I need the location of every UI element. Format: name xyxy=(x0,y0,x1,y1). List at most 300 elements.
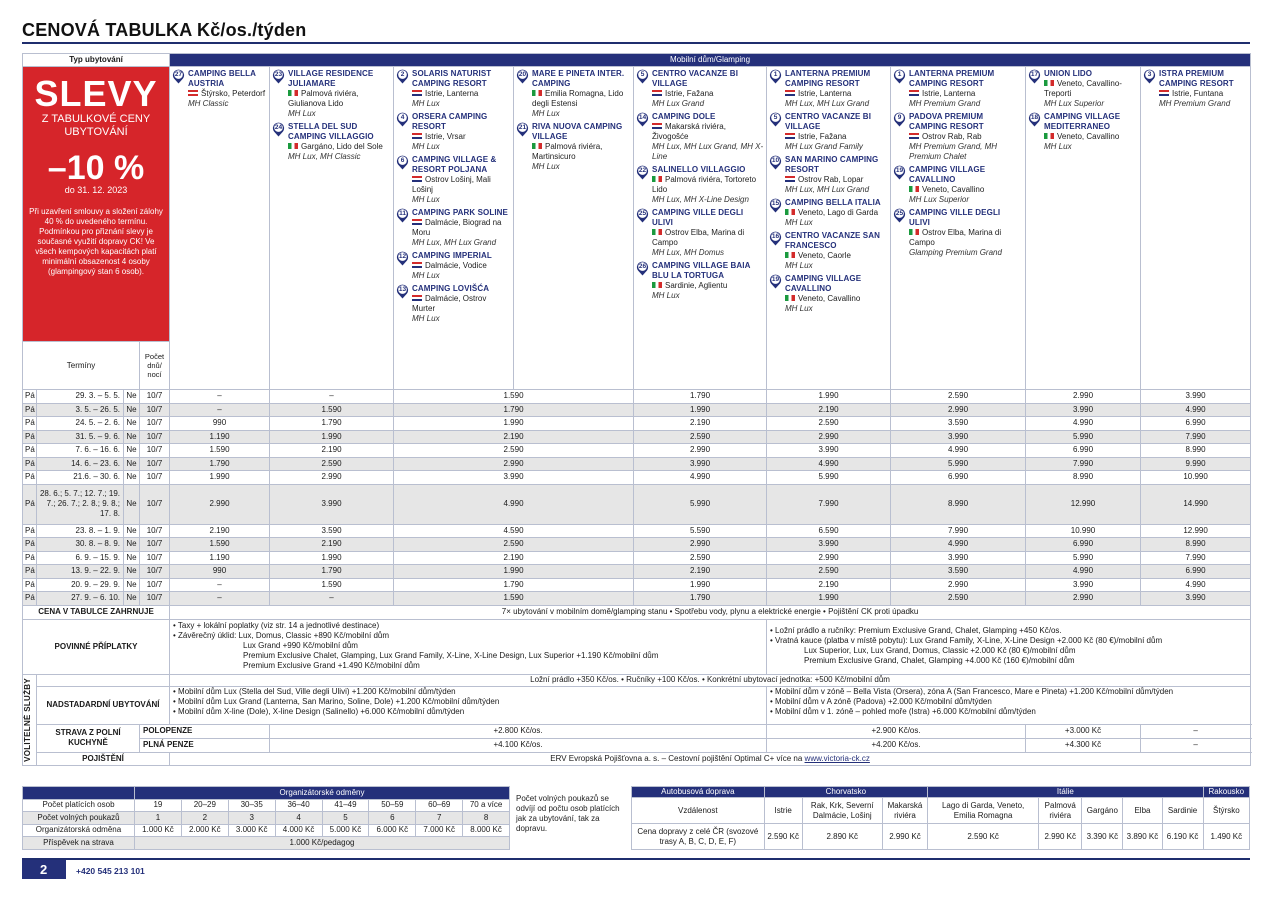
bus-title: Autobusová doprava xyxy=(632,787,765,798)
price-cell: 2.590 xyxy=(891,390,1026,404)
date-range: 27. 9. – 6. 10. xyxy=(37,592,124,606)
discount-title: SLEVY xyxy=(34,73,158,114)
camp-location xyxy=(412,261,492,271)
camp-number: 2 xyxy=(400,71,405,78)
camp-number: 19 xyxy=(771,276,780,283)
camp-location xyxy=(652,175,764,195)
camp-entry xyxy=(636,69,764,109)
camp-location-text: Istrie, Vrsar xyxy=(425,132,466,141)
price-cell: 1.990 xyxy=(767,592,891,606)
board-price-c: +3.000 Kč xyxy=(1026,724,1141,738)
discount-box xyxy=(23,67,170,342)
organizer-row-label: Počet platících osob xyxy=(23,799,135,812)
price-cell: 14.990 xyxy=(1141,484,1251,524)
price-cell: 4.990 xyxy=(634,471,767,485)
above-standard-item: • Mobilní dům v 1. zóně – pohled moře (Istra) +6.000 Kč/mobilní dům/týden xyxy=(770,706,1036,716)
camp-location-text: Veneto, Cavallino-Treporti xyxy=(1044,79,1122,98)
camp-location xyxy=(412,175,511,195)
nights: 10/7 xyxy=(140,417,170,431)
flag-icon xyxy=(785,295,795,301)
price-cell: 2.990 xyxy=(170,484,270,524)
organizer-value: 4.000 Kč xyxy=(275,824,322,837)
camp-location-text: Palmová riviéra, Tortoreto Lido xyxy=(652,175,757,194)
camp-units: MH Lux Superior xyxy=(1044,99,1105,108)
price-cell: 5.990 xyxy=(1026,551,1141,565)
date-range: 23. 8. – 1. 9. xyxy=(37,524,124,538)
organizer-value: 2.000 Kč xyxy=(181,824,228,837)
camp-info xyxy=(909,112,1023,162)
price-cell: 1.990 xyxy=(634,403,767,417)
camp-name: CAMPING VILLAGE CAVALLINO xyxy=(909,165,986,184)
board-type: PLNÁ PENZE xyxy=(140,738,270,752)
bus-price: 2.990 Kč xyxy=(882,824,927,850)
end-day: Ne xyxy=(124,471,140,485)
price-row xyxy=(23,524,1251,538)
organizer-value: 2 xyxy=(181,812,228,825)
camp-units: MH Lux xyxy=(412,314,440,323)
map-pin-icon xyxy=(769,69,782,84)
map-pin-icon xyxy=(636,112,649,127)
price-row xyxy=(23,592,1251,606)
start-day: Pá xyxy=(23,390,37,404)
camp-location xyxy=(785,208,881,218)
date-range: 20. 9. – 29. 9. xyxy=(37,578,124,592)
price-cell: 4.990 xyxy=(767,457,891,471)
organizer-row xyxy=(23,837,510,850)
organizer-value: 8.000 Kč xyxy=(463,824,510,837)
camp-units: MH Lux Grand Family xyxy=(785,142,863,151)
camp-entry xyxy=(636,112,764,162)
camp-column xyxy=(170,67,270,390)
camp-units: MH Lux xyxy=(412,195,440,204)
map-pin-icon xyxy=(272,122,285,137)
price-cell: 3.990 xyxy=(767,538,891,552)
price-cell: 4.990 xyxy=(891,444,1026,458)
camp-name: SAN MARINO CAMPING RESORT xyxy=(785,155,879,174)
camp-name: CAMPING IMPERIAL xyxy=(412,251,492,260)
camp-entry xyxy=(769,231,888,271)
camp-location-text: Veneto, Cavallino xyxy=(1057,132,1120,141)
start-day: Pá xyxy=(23,444,37,458)
camp-units: MH Lux xyxy=(288,109,316,118)
price-cell: – xyxy=(170,390,270,404)
camp-column xyxy=(891,67,1026,390)
organizer-row xyxy=(23,812,510,825)
map-pin-icon xyxy=(172,69,185,84)
flag-icon xyxy=(909,133,919,139)
price-cell: 4.990 xyxy=(1026,417,1141,431)
date-range: 30. 8. – 8. 9. xyxy=(37,538,124,552)
organizer-value: 36–40 xyxy=(275,799,322,812)
camp-number: 19 xyxy=(895,167,904,174)
camp-info xyxy=(412,155,511,205)
end-day: Ne xyxy=(124,444,140,458)
price-cell: 3.590 xyxy=(891,565,1026,579)
price-cell: 6.990 xyxy=(1141,417,1251,431)
camp-location xyxy=(1044,79,1138,99)
camp-entry xyxy=(396,208,511,248)
camp-location xyxy=(1159,89,1248,99)
price-row xyxy=(23,403,1251,417)
mandatory-left xyxy=(170,619,767,674)
linen-spacer xyxy=(37,674,170,686)
camp-location xyxy=(909,132,1023,142)
camp-location-text: Sardinie, Aglientu xyxy=(665,281,728,290)
flag-icon xyxy=(188,90,198,96)
bus-price: 2.990 Kč xyxy=(1039,824,1082,850)
price-cell: 8.990 xyxy=(1141,444,1251,458)
price-cell: 2.590 xyxy=(394,444,634,458)
mandatory-item: • Vratná kauce (platba v místě pobytu): Lux Grand Family, X-Line, X-Line Design +2.000 Kč (80 €)/mobilní dům xyxy=(770,635,1163,645)
camp-location xyxy=(652,122,764,142)
camp-entry xyxy=(893,112,1023,162)
includes-row xyxy=(23,605,1251,619)
map-pin-icon xyxy=(396,284,409,299)
start-day: Pá xyxy=(23,484,37,524)
price-cell: 3.990 xyxy=(634,457,767,471)
price-cell: 1.590 xyxy=(270,403,394,417)
price-cell: 2.990 xyxy=(891,578,1026,592)
camp-entry xyxy=(769,112,888,152)
end-day: Ne xyxy=(124,592,140,606)
camp-name: STELLA DEL SUD CAMPING VILLAGGIO xyxy=(288,122,374,141)
price-cell: 3.990 xyxy=(1026,403,1141,417)
camp-info xyxy=(785,231,888,271)
date-range: 14. 6. – 23. 6. xyxy=(37,457,124,471)
price-cell: 1.590 xyxy=(394,592,634,606)
camp-column xyxy=(514,67,634,390)
camp-entry xyxy=(272,122,391,162)
camp-location xyxy=(785,251,888,261)
map-pin-icon xyxy=(769,112,782,127)
price-cell: 4.990 xyxy=(394,484,634,524)
camp-entry xyxy=(396,112,511,152)
date-range: 21.6. – 30. 6. xyxy=(37,471,124,485)
camp-name: VILLAGE RESIDENCE JULIAMARE xyxy=(288,69,374,88)
flag-icon xyxy=(652,90,662,96)
date-range: 28. 6.; 5. 7.; 12. 7.; 19. 7.; 26. 7.; 2. 8.; 9. 8.; 17. 8. xyxy=(37,484,124,524)
map-pin-icon xyxy=(893,69,906,84)
camp-info xyxy=(412,112,511,152)
camp-units: MH Lux xyxy=(532,162,560,171)
camp-name: ORSERA CAMPING RESORT xyxy=(412,112,488,131)
price-cell: 2.190 xyxy=(634,565,767,579)
camp-units: MH Lux, MH Domus xyxy=(652,248,725,257)
camp-info xyxy=(652,69,764,109)
camp-units: MH Premium Grand xyxy=(909,99,981,108)
camp-number: 21 xyxy=(518,124,527,131)
camp-location-text: Ostrov Lošinj, Mali Lošinj xyxy=(412,175,491,194)
camp-location-text: Dalmácie, Ostrov Murter xyxy=(412,294,487,313)
camp-column xyxy=(270,67,394,390)
camp-location-text: Istrie, Fažana xyxy=(665,89,714,98)
price-cell: 1.990 xyxy=(270,551,394,565)
map-pin-icon xyxy=(1028,69,1041,84)
camp-number: 22 xyxy=(638,167,647,174)
camp-info xyxy=(785,155,888,195)
price-cell: 2.590 xyxy=(634,430,767,444)
mandatory-item: Premium Exclusive Grand +1.490 Kč/mobilní dům xyxy=(243,660,420,670)
camp-location-text: Istrie, Lanterna xyxy=(425,89,479,98)
camp-number: 16 xyxy=(771,233,780,240)
map-pin-icon xyxy=(636,261,649,276)
camp-column xyxy=(634,67,767,390)
price-cell: – xyxy=(170,592,270,606)
price-cell: 7.990 xyxy=(767,484,891,524)
camp-info xyxy=(532,122,631,172)
discount-subtitle: Z TABULKOVÉ CENY UBYTOVÁNÍ xyxy=(41,113,151,138)
destination: Štýrsko xyxy=(1203,798,1249,824)
end-day: Ne xyxy=(124,524,140,538)
camp-units: MH Lux, MH Classic xyxy=(288,152,361,161)
mandatory-item: • Taxy + lokální poplatky (viz str. 14 a jednotlivé destinace) xyxy=(173,620,380,630)
price-cell: 1.190 xyxy=(170,430,270,444)
camp-name: PADOVA PREMIUM CAMPING RESORT xyxy=(909,112,984,131)
camp-name: SALINELLO VILLAGGIO xyxy=(652,165,746,174)
bus-price: 3.890 Kč xyxy=(1123,824,1162,850)
end-day: Ne xyxy=(124,390,140,404)
flag-icon xyxy=(412,219,422,225)
type-label: Typ ubytování xyxy=(23,54,170,67)
nights: 10/7 xyxy=(140,538,170,552)
insurance-row xyxy=(23,752,1251,765)
price-cell: 1.590 xyxy=(394,390,634,404)
date-range: 6. 9. – 15. 9. xyxy=(37,551,124,565)
nights: 10/7 xyxy=(140,592,170,606)
camp-units: MH Premium Grand, MH Premium Chalet xyxy=(909,142,998,161)
price-cell: 7.990 xyxy=(1141,430,1251,444)
price-cell: 3.990 xyxy=(1141,390,1251,404)
price-cell: 2.590 xyxy=(891,592,1026,606)
organizer-title: Organizátorské odměny xyxy=(135,787,510,800)
price-row xyxy=(23,538,1251,552)
camp-info xyxy=(785,274,888,314)
price-cell: 1.590 xyxy=(170,538,270,552)
camp-location-text: Veneto, Caorle xyxy=(798,251,851,260)
camp-number: 18 xyxy=(1030,114,1039,121)
price-cell: 3.990 xyxy=(891,430,1026,444)
camp-location-text: Ostrov Rab, Rab xyxy=(922,132,982,141)
price-cell: 1.990 xyxy=(270,430,394,444)
linen-text: Ložní prádlo +350 Kč/os. • Ručníky +100 Kč/os. • Konkrétní ubytovací jednotka: +500 Kč/mobilní dům xyxy=(170,674,1251,686)
bus-price: 1.490 Kč xyxy=(1203,824,1249,850)
end-day: Ne xyxy=(124,403,140,417)
camp-entry xyxy=(769,69,888,109)
flag-icon xyxy=(909,229,919,235)
camp-units: MH Lux xyxy=(412,99,440,108)
above-standard-item: • Mobilní dům Lux Grand (Lanterna, San Marino, Soline, Dole) +1.200 Kč/mobilní dům/týden xyxy=(173,696,500,706)
start-day: Pá xyxy=(23,471,37,485)
camp-name: RIVA NUOVA CAMPING VILLAGE xyxy=(532,122,623,141)
map-pin-icon xyxy=(769,274,782,289)
mandatory-item: Lux Superior, Lux, Lux Grand, Domus, Classic +2.000 Kč (80 €)/mobilní dům xyxy=(804,645,1076,655)
camp-info xyxy=(785,112,888,152)
insurance-link[interactable]: www.victoria-ck.cz xyxy=(804,753,870,763)
camp-number: 5 xyxy=(640,71,645,78)
insurance-text xyxy=(170,752,1251,765)
price-cell: 3.990 xyxy=(270,484,394,524)
camp-name: CENTRO VACANZE SAN FRANCESCO xyxy=(785,231,881,250)
mandatory-item: Lux Grand +990 Kč/mobilní dům xyxy=(243,640,358,650)
board-price-d: – xyxy=(1141,738,1251,752)
camp-number: 17 xyxy=(1030,71,1039,78)
camp-number: 11 xyxy=(399,210,406,217)
nights: 10/7 xyxy=(140,578,170,592)
end-day: Ne xyxy=(124,417,140,431)
flag-icon xyxy=(1044,133,1054,139)
camp-name: CAMPING VILLAGE & RESORT POLJANA xyxy=(412,155,497,174)
board-type: POLOPENZE xyxy=(140,724,270,738)
camp-number: 25 xyxy=(895,210,904,217)
price-cell: 5.990 xyxy=(767,471,891,485)
bus-price: 2.590 Kč xyxy=(764,824,802,850)
camp-number: 26 xyxy=(638,263,647,270)
camp-column xyxy=(1026,67,1141,390)
camp-number: 5 xyxy=(773,114,778,121)
bus-transport-table xyxy=(631,786,1250,850)
above-standard-item: • Mobilní dům v A zóně (Padova) +2.000 Kč/mobilní dům/týden xyxy=(770,696,992,706)
bus-fee-value: 1.000 Kč/pedagog xyxy=(135,837,510,850)
price-cell: 2.990 xyxy=(270,471,394,485)
price-cell: 7.990 xyxy=(1141,551,1251,565)
region-croatia: Chorvatsko xyxy=(764,787,927,798)
price-row xyxy=(23,457,1251,471)
end-day: Ne xyxy=(124,551,140,565)
bus-price-row xyxy=(632,824,1250,850)
camp-number: 12 xyxy=(398,253,407,260)
camp-entry xyxy=(396,251,511,281)
map-pin-icon xyxy=(516,122,529,137)
camp-entry xyxy=(893,69,1023,109)
organizer-row xyxy=(23,824,510,837)
price-cell: 5.990 xyxy=(1026,430,1141,444)
price-cell: 4.590 xyxy=(394,524,634,538)
region-austria: Rakousko xyxy=(1203,787,1249,798)
camp-location-text: Gargáno, Lido del Sole xyxy=(301,142,383,151)
flag-icon xyxy=(785,209,795,215)
camp-info xyxy=(652,112,764,162)
organizer-value: 8 xyxy=(463,812,510,825)
price-cell: 4.990 xyxy=(1141,578,1251,592)
price-cell: 2.590 xyxy=(394,538,634,552)
camp-info xyxy=(412,69,511,109)
camp-location xyxy=(288,142,391,152)
destination-row xyxy=(632,798,1250,824)
camp-name: CENTRO VACANZE BI VILLAGE xyxy=(785,112,872,131)
price-cell: 2.590 xyxy=(270,457,394,471)
price-cell: 3.590 xyxy=(270,524,394,538)
destination: Elba xyxy=(1123,798,1162,824)
camp-number: 1 xyxy=(897,71,902,78)
map-pin-icon xyxy=(396,69,409,84)
camp-info xyxy=(652,208,764,258)
price-cell: 1.990 xyxy=(634,578,767,592)
flag-icon xyxy=(1044,80,1054,86)
start-day: Pá xyxy=(23,457,37,471)
camp-info xyxy=(909,165,1023,205)
camp-units: MH Lux xyxy=(532,109,560,118)
map-pin-icon xyxy=(396,112,409,127)
price-cell: 2.590 xyxy=(634,551,767,565)
price-cell: 8.990 xyxy=(891,484,1026,524)
start-day: Pá xyxy=(23,403,37,417)
nights: 10/7 xyxy=(140,444,170,458)
camp-info xyxy=(412,251,492,281)
price-row xyxy=(23,484,1251,524)
organizer-value: 70 a více xyxy=(463,799,510,812)
nights: 10/7 xyxy=(140,524,170,538)
map-pin-icon xyxy=(516,69,529,84)
map-pin-icon xyxy=(396,251,409,266)
camp-entry xyxy=(769,198,888,228)
camp-entry xyxy=(636,261,764,301)
camp-name: CAMPING VILLE DEGLI ULIVI xyxy=(909,208,1001,227)
camp-entry xyxy=(172,69,267,109)
nights: 10/7 xyxy=(140,484,170,524)
camp-location xyxy=(1044,132,1138,142)
flag-icon xyxy=(785,252,795,258)
camp-name: LANTERNA PREMIUM CAMPING RESORT xyxy=(785,69,871,88)
price-cell: 2.990 xyxy=(634,444,767,458)
bus-price-label: Cena dopravy z celé ČR (svozové trasy A, B, C, D, E, F) xyxy=(632,824,765,850)
flag-icon xyxy=(532,143,542,149)
camp-location xyxy=(288,89,391,109)
end-day: Ne xyxy=(124,484,140,524)
camp-location-text: Makarská riviéra, Živogošće xyxy=(652,122,726,141)
camp-location-text: Dalmácie, Biograd na Moru xyxy=(412,218,502,237)
price-cell: 1.590 xyxy=(270,578,394,592)
camp-info xyxy=(909,208,1023,258)
camp-location-text: Emilia Romagna, Lido degli Estensi xyxy=(532,89,624,108)
price-cell: 5.590 xyxy=(634,524,767,538)
camp-units: MH Lux xyxy=(412,142,440,151)
above-standard-item: • Mobilní dům X-line (Dole), X-line Design (Salinello) +6.000 Kč/mobilní dům/týden xyxy=(173,706,465,716)
camp-units: MH Lux Grand xyxy=(652,99,705,108)
date-range: 29. 3. – 5. 5. xyxy=(37,390,124,404)
camp-units: MH Lux Superior xyxy=(909,195,970,204)
camp-column xyxy=(394,67,514,390)
camp-entry xyxy=(769,274,888,314)
camp-location-text: Veneto, Lago di Garda xyxy=(798,208,879,217)
camp-location xyxy=(412,294,511,314)
optional-services-label xyxy=(23,674,37,765)
camp-name: CAMPING LOVIŠĆA xyxy=(412,284,490,293)
map-pin-icon xyxy=(893,112,906,127)
price-cell: 3.990 xyxy=(394,471,634,485)
price-row xyxy=(23,430,1251,444)
region-italy: Itálie xyxy=(928,787,1204,798)
price-row xyxy=(23,417,1251,431)
bus-price: 3.390 Kč xyxy=(1082,824,1123,850)
organizer-value: 50–59 xyxy=(369,799,416,812)
camp-units: MH Lux xyxy=(785,218,813,227)
camp-name: CAMPING VILLE DEGLI ULIVI xyxy=(652,208,744,227)
camp-units: MH Lux, MH X-Line Design xyxy=(652,195,749,204)
camp-entry xyxy=(893,208,1023,258)
mandatory-row xyxy=(23,619,1251,674)
destination: Makarská riviéra xyxy=(882,798,927,824)
price-cell: 6.990 xyxy=(891,471,1026,485)
camp-units: MH Premium Grand xyxy=(1159,99,1231,108)
board-row xyxy=(23,724,1251,738)
camp-location-text: Ostrov Rab, Lopar xyxy=(798,175,864,184)
discount-note: Při uzavření smlouvy a složení zálohy 40 % do uvedeného termínu. Podmínkou pro přiznání slevy je současné využití dopravy CK! Ve všech kempových kapacitách platí minimální obsazenost 4 osoby (glampingový stan 6 osob). xyxy=(29,207,163,276)
price-cell: 2.190 xyxy=(270,538,394,552)
price-row xyxy=(23,471,1251,485)
flag-icon xyxy=(652,176,662,182)
board-price-a: +2.800 Kč/os. xyxy=(270,724,767,738)
start-day: Pá xyxy=(23,565,37,579)
